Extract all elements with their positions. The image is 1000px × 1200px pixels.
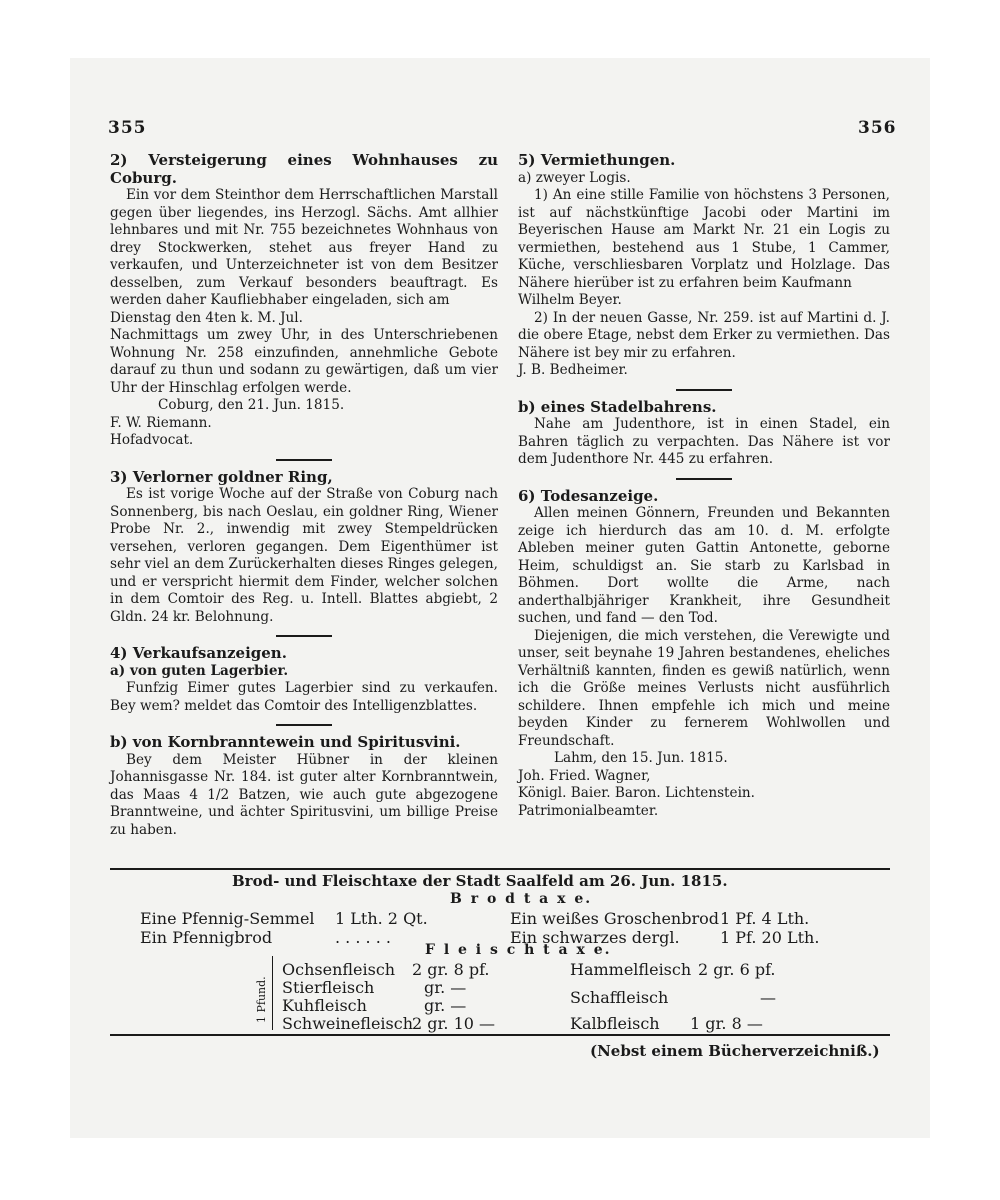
meat-tariff-heading: F l e i s c h t a x e. <box>425 942 612 958</box>
rental-1-signature: Wilhelm Beyer. <box>518 292 622 308</box>
meat-right-name: Schaffleisch <box>570 988 669 1007</box>
meat-right-value: 2 gr. 6 pf. <box>698 960 776 979</box>
page-number-left: 355 <box>108 118 147 138</box>
section-title-auction: 2) Versteigerung eines Wohnhauses zu Coburg. <box>110 151 498 187</box>
meat-left-value: gr. — <box>424 996 467 1015</box>
bread-row-right-name: Ein schwarzes dergl. <box>510 928 680 947</box>
meat-right-name: Kalbfleisch <box>570 1014 660 1033</box>
auction-text-2: Nachmittags um zwey Uhr, in des Unterschriebenen Wohnung Nr. 258 einzufinden, annehmliche Gebote darauf zu thun und sodann zu gewärtigen, daß um vier Uhr der Hinschlag erfolgen werde. <box>110 327 498 396</box>
pound-label: 1 Pfund. <box>255 976 268 1023</box>
section-title-rentals: 5) Vermiethungen. <box>518 151 676 169</box>
meat-left-name: Stierfleisch <box>282 978 375 997</box>
section-title-death-notice: 6) Todesanzeige. <box>518 486 659 505</box>
meat-left-value: gr. — <box>424 978 467 997</box>
meat-left-name: Ochsenfleisch <box>282 960 396 979</box>
tariff-title: Brod- und Fleischtaxe der Stadt Saalfeld am 26. Jun. 1815. <box>232 872 728 890</box>
left-column <box>110 152 498 839</box>
death-notice-signature-title: Königl. Baier. Baron. Lichtenstein. <box>518 785 755 801</box>
bread-row-right-name: Ein weißes Groschenbrod <box>510 909 719 928</box>
tariff-bottom-rule <box>110 1034 890 1036</box>
death-notice-place-date: Lahm, den 15. Jun. 1815. <box>554 750 728 766</box>
bread-row-right-value: 1 Pf. 20 Lth. <box>720 928 820 947</box>
auction-signature-title: Hofadvocat. <box>110 432 194 448</box>
rental-2-signature: J. B. Bedheimer. <box>518 362 628 378</box>
meat-right-name: Hammelfleisch <box>570 960 692 979</box>
rental-1-text: 1) An eine stille Familie von höchstens 3 Personen, ist auf nächstkünftige Jacobi oder Martini im Beyerischen Hause am Markt Nr. 21 ein Logis zu vermiethen, bestehend aus 1 Stube, 1 Cammer, Küche, verschliesbaren Vorplatz und Holzlage. Das Nähere hierüber ist zu erfahren beim Kaufmann <box>518 187 890 291</box>
ring-text: Es ist vorige Woche auf der Straße von Coburg nach Sonnenberg, bis nach Oeslau, ein goldner Ring, Wiener Probe Nr. 2., inwendig mit zwey Stempeldrücken versehen, verloren gegangen. Dem Eigenthümer ist sehr viel an dem Zurückerhalten dieses Ringes gelegen, und er verspricht hiermit dem Finder, welcher solchen in dem Comtoir des Reg. u. Intell. Blattes abgiebt, 2 Gldn. 24 kr. Belohnung. <box>110 486 498 625</box>
bread-row-right-value: 1 Pf. 4 Lth. <box>720 909 810 928</box>
bread-row-left-value: . . . . . . <box>335 928 391 947</box>
death-notice-signature-office: Patrimonialbeamter. <box>518 802 659 819</box>
auction-place-date: Coburg, den 21. Jun. 1815. <box>158 397 345 413</box>
section-title-sales: 4) Verkaufsanzeigen. <box>110 644 287 662</box>
bread-tariff-heading: B r o d t a x e. <box>450 891 593 907</box>
section-divider <box>676 478 732 480</box>
sales-subtitle: a) von guten Lagerbier. <box>110 662 289 679</box>
page-number-right: 356 <box>858 118 897 138</box>
bread-row-left-name: Ein Pfennigbrod <box>140 928 273 947</box>
pound-bracket <box>272 956 279 1030</box>
section-title-spirits: b) von Kornbranntewein und Spiritusvini. <box>110 733 461 751</box>
rentals-subtitle: a) zweyer Logis. <box>518 169 631 186</box>
meat-left-value: 2 gr. 8 pf. <box>412 960 490 979</box>
auction-signature-name: F. W. Riemann. <box>110 414 212 431</box>
spirits-text: Bey dem Meister Hübner in der kleinen Johannisgasse Nr. 184. ist guter alter Kornbranntwein, das Maas 4 1/2 Batzen, wie auch gute abgezogene Branntweine, und ächter Spiritusvini, um billige Preise zu haben. <box>110 751 498 838</box>
meat-left-value: 2 gr. 10 — <box>412 1014 496 1033</box>
section-divider <box>276 635 332 637</box>
footer-note: (Nebst einem Bücherverzeichniß.) <box>590 1042 880 1060</box>
section-title-ring: 3) Verlorner goldner Ring, <box>110 467 333 486</box>
death-notice-text-2: Diejenigen, die mich verstehen, die Verewigte und unser, seit beynahe 19 Jahren bestandenes, eheliches Verhältniß kannten, finden es gewiß natürlich, wenn ich die Größe meines Verlusts nicht ausführlich schildere. Ihnen empfehle ich mich und meine beyden Kinder zu fernerem Wohlwollen und Freundschaft. <box>518 627 890 749</box>
meat-right-value: 1 gr. 8 — <box>690 1014 763 1033</box>
section-divider <box>276 724 332 726</box>
auction-date: Dienstag den 4ten k. M. Jul. <box>110 309 303 326</box>
tariff-top-rule <box>110 868 890 870</box>
death-notice-text-1: Allen meinen Gönnern, Freunden und Bekannten zeige ich hierdurch das am 10. d. M. erfolgte Ableben meiner guten Gattin Antonette, geborne Heim, schuldigst an. Sie starb zu Karlsbad in Böhmen. Dort wollte die Arme, nach anderthalbjähriger Krankheit, ihre Gesundheit suchen, und fand — den Tod. <box>518 505 890 626</box>
sales-text: Funfzig Eimer gutes Lagerbier sind zu verkaufen. Bey wem? meldet das Comtoir des Intelligenzblattes. <box>110 680 498 714</box>
meat-left-name: Schweinefleisch <box>282 1014 414 1033</box>
death-notice-signature-name: Joh. Fried. Wagner, <box>518 767 651 784</box>
rental-2-text: 2) In der neuen Gasse, Nr. 259. ist auf Martini d. J. die obere Etage, nebst dem Erker zu vermiethen. Das Nähere ist bey mir zu erfahren. <box>518 309 890 361</box>
section-divider <box>276 459 332 461</box>
section-title-barn: b) eines Stadelbahrens. <box>518 397 717 416</box>
bread-row-left-value: 1 Lth. 2 Qt. <box>335 909 428 928</box>
barn-text: Nahe am Judenthore, ist in einen Stadel, ein Bahren täglich zu verpachten. Das Nähere ist vor dem Judenthore Nr. 445 zu erfahren. <box>518 416 890 467</box>
meat-right-value: — <box>760 988 776 1007</box>
right-column <box>518 152 890 820</box>
bread-row-left-name: Eine Pfennig-Semmel <box>140 909 315 928</box>
meat-left-name: Kuhfleisch <box>282 996 367 1015</box>
section-divider <box>676 389 732 391</box>
auction-text: Ein vor dem Steinthor dem Herrschaftlichen Marstall gegen über liegendes, ins Herzogl. Sächs. Amt allhier lehnbares und mit Nr. 755 bezeichnetes Wohnhaus von drey Stockwerken, stehet aus freyer Hand zu verkaufen, und Unterzeichneter ist von dem Besitzer desselben, zum Verkauf besonders beauftragt. Es werden daher Kaufliebhaber eingeladen, sich am <box>110 187 498 308</box>
